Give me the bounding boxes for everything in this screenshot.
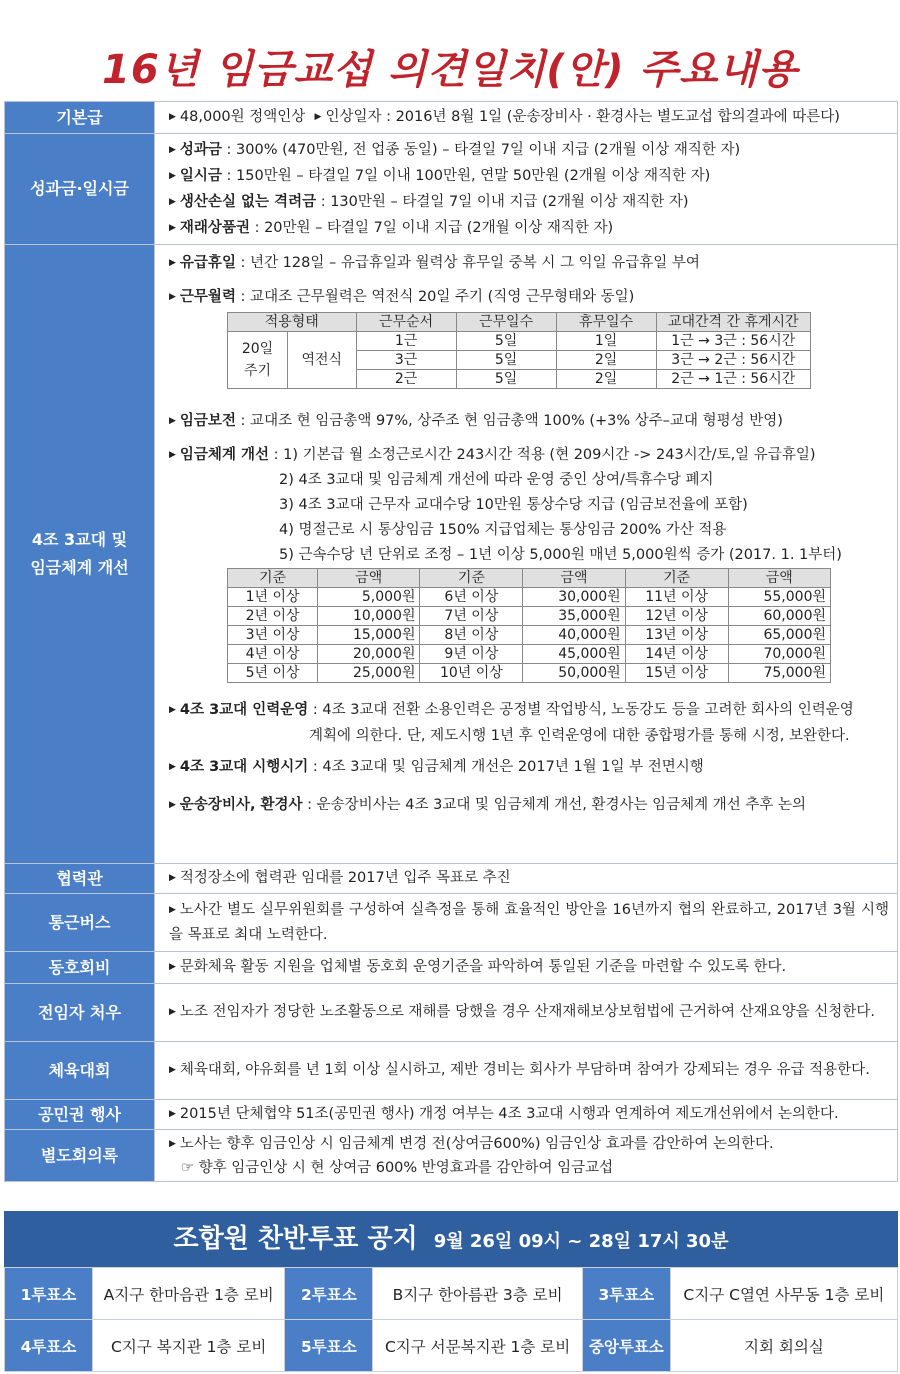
page-title: 16년 임금교섭 의견일치(안) 주요내용 — [102, 47, 798, 93]
timing-item: ▶ 4조 3교대 시행시기 : 4조 3교대 및 임금체계 개선은 2017년 1월 1일 부 전면시행 — [169, 749, 889, 785]
seniority-cell: 12년 이상 — [625, 607, 728, 626]
base-pay-content — [155, 102, 898, 134]
seniority-cell: 3년 이상 — [228, 626, 318, 645]
coop-content: ▶ 적정장소에 협력관 임대를 2017년 입주 목표로 추진 — [155, 864, 898, 894]
cycle-cell: 5일 — [456, 370, 556, 389]
bullet-icon: ▶ — [169, 416, 176, 426]
calendar-item: ▶ 근무월력 : 교대조 근무월력은 역전식 20일 주기 (직영 근무형태와 동일) — [169, 284, 889, 312]
cycle-cell: 3근 — [356, 351, 456, 370]
bullet-icon: ▶ — [169, 145, 176, 155]
bullet-icon: ▶ — [169, 197, 176, 207]
reform-line: 4) 명절근로 시 통상임금 150% 지급업체는 통상임금 200% 가산 적용 — [279, 522, 727, 538]
seniority-cell: 60,000원 — [728, 607, 830, 626]
seniority-cell: 2년 이상 — [228, 607, 318, 626]
cycle-type1: 20일 주기 — [228, 332, 288, 389]
fulltime-content: ▶ 노조 전임자가 정당한 노조활동으로 재해를 당했을 경우 산재재해보상보험법에 근거하여 산재요양을 신청한다. — [155, 984, 898, 1042]
club-content: ▶ 문화체육 활동 지원을 업체별 동호회 운영기준을 파악하여 통일된 기준을 마련할 수 있도록 한다. — [155, 952, 898, 984]
label-shift-line2: 임금체계 개선 — [30, 558, 129, 577]
seniority-header: 금액 — [318, 569, 420, 588]
bullet-icon: ▶ — [314, 112, 322, 123]
seniority-cell: 55,000원 — [728, 588, 830, 607]
seniority-row — [228, 607, 831, 626]
seniority-header: 금액 — [523, 569, 625, 588]
seniority-cell: 30,000원 — [523, 588, 625, 607]
booth-table — [4, 1267, 898, 1372]
cycle-type2: 역전식 — [288, 332, 357, 389]
bullet-icon: ▶ — [169, 873, 176, 884]
vote-period: 9월 26일 09시 ~ 28일 17시 30분 — [433, 1231, 729, 1252]
booth-label: 1투표소 — [5, 1268, 93, 1320]
seniority-cell: 45,000원 — [523, 645, 625, 664]
seniority-cell: 75,000원 — [728, 664, 830, 683]
memo-note: ☞ 향후 임금인상 시 현 상여금 600% 반영효과를 감안하여 임금교섭 — [181, 1159, 614, 1176]
seniority-header: 기준 — [625, 569, 728, 588]
civic-content: ▶ 2015년 단체협약 51조(공민권 행사) 개정 여부는 4조 3교대 시행과 연계하여 제도개선위에서 논의한다. — [155, 1100, 898, 1130]
bonus-item: ▶ 생산손실 없는 격려금 : 130만원 – 타결일 7일 이내 지급 (2개월 이상 재직한 자) — [169, 189, 889, 215]
bullet-icon: ▶ — [169, 705, 176, 715]
reform-line: 5) 근속수당 년 단위로 조정 – 1년 이상 5,000원 매년 5,000원씩 증가 (2017. 1. 1부터) — [279, 547, 842, 563]
staffing-item: ▶ 4조 3교대 인력운영 : 4조 3교대 전환 소용인력은 공정별 작업방식, 노동강도 등을 고려한 회사의 인력운영 계획에 의한다. 단, 제도시행 1년 후 인력운영에 대한 종합평가를 통해 시정, 보완한다. — [169, 697, 889, 749]
bullet-icon: ▶ — [169, 292, 176, 302]
cycle-header: 적용형태 — [228, 313, 357, 332]
seniority-cell: 10년 이상 — [420, 664, 523, 683]
seniority-cell: 1년 이상 — [228, 588, 318, 607]
bonus-item: ▶ 성과금 : 300% (470만원, 전 업종 동일) – 타결일 7일 이내 지급 (2개월 이상 재직한 자) — [169, 137, 889, 163]
seniority-cell: 5년 이상 — [228, 664, 318, 683]
seniority-header: 기준 — [228, 569, 318, 588]
seniority-cell: 65,000원 — [728, 626, 830, 645]
label-fulltime: 전임자 처우 — [5, 984, 155, 1042]
bullet-icon: ▶ — [169, 223, 176, 233]
reform-line: 2) 4조 3교대 및 임금체계 개선에 따라 운영 중인 상여/특휴수당 폐지 — [279, 472, 714, 488]
seniority-cell: 7년 이상 — [420, 607, 523, 626]
booth-place: A지구 한마음관 1층 로비 — [93, 1268, 285, 1320]
cycle-header: 교대간격 간 휴게시간 — [656, 313, 810, 332]
booth-place: B지구 한아름관 3층 로비 — [373, 1268, 582, 1320]
cycle-cell: 2근 → 1근 : 56시간 — [656, 370, 810, 389]
seniority-row — [228, 664, 831, 683]
reform-line: 3) 4조 3교대 근무자 교대수당 10만원 통상수당 지급 (임금보전율에 포함) — [279, 497, 748, 513]
booth-label: 5투표소 — [285, 1320, 373, 1372]
bullet-icon: ▶ — [169, 1138, 176, 1149]
vote-banner — [4, 1211, 898, 1267]
cycle-cell: 5일 — [456, 351, 556, 370]
booth-label: 4투표소 — [5, 1320, 93, 1372]
sports-content: ▶ 체육대회, 야유회를 년 1회 이상 실시하고, 제반 경비는 회사가 부담하며 참여가 강제되는 경우 유급 적용한다. — [155, 1042, 898, 1100]
booth-place: C지구 C열연 사무동 1층 로비 — [670, 1268, 897, 1320]
label-bus: 통근버스 — [5, 894, 155, 952]
reform-item: ▶ 임금체계 개선 : 1) 기본급 월 소정근로시간 243시간 적용 (현 209시간 -> 243시간/토,일 유급휴일) 2) 4조 3교대 및 임금체계 개선에 따라 운영 중인 상여/특휴수당 폐지 3) 4조 3교대 근무자 교대수당 10만원 통상수당 지급 (임금보전율에 포함) 4) 명절근로 시 통상임금 150% 지급업체는 통상임금 200% 가산 적용 5) 근속수당 년 단위로 조정 – 1년 이상 5,000원 매년 5,000원씩 증가 (2017. 1. 1부터) — [169, 443, 889, 568]
seniority-cell: 50,000원 — [523, 664, 625, 683]
guarantee-item: ▶ 임금보전 : 교대조 현 임금총액 97%, 상주조 현 임금총액 100% (+3% 상주–교대 형평성 반영) — [169, 407, 889, 443]
bonus-item: ▶ 일시금 : 150만원 – 타결일 7일 이내 100만원, 연말 50만원 (2개월 이상 재직한 자) — [169, 163, 889, 189]
seniority-cell: 6년 이상 — [420, 588, 523, 607]
bonus-item: ▶ 재래상품권 : 20만원 – 타결일 7일 이내 지급 (2개월 이상 재직한 자) — [169, 215, 889, 241]
bullet-icon: ▶ — [169, 112, 176, 123]
cycle-cell: 3근 → 2근 : 56시간 — [656, 351, 810, 370]
bullet-icon: ▶ — [169, 1065, 176, 1075]
seniority-cell: 5,000원 — [318, 588, 420, 607]
other-item: ▶ 운송장비사, 환경사 : 운송장비사는 4조 3교대 및 임금체계 개선, 환경사는 임금체계 개선 추후 논의 — [169, 785, 889, 821]
bullet-icon: ▶ — [169, 1007, 176, 1017]
agreement-table — [4, 101, 898, 1182]
seniority-cell: 70,000원 — [728, 645, 830, 664]
cycle-cell: 2일 — [556, 351, 656, 370]
bullet-icon: ▶ — [169, 904, 176, 915]
base-pay-date: 인상일자 : 2016년 8월 1일 (운송장비사 · 환경사는 별도교섭 합의결과에 따른다) — [325, 109, 840, 126]
booth-place: 지회 회의실 — [670, 1320, 897, 1372]
base-pay-text: 48,000원 정액인상 — [179, 109, 306, 126]
seniority-cell: 14년 이상 — [625, 645, 728, 664]
label-memo: 별도회의록 — [5, 1130, 155, 1182]
seniority-header: 기준 — [420, 569, 523, 588]
cycle-header: 휴무일수 — [556, 313, 656, 332]
bullet-icon: ▶ — [169, 962, 176, 973]
label-sports: 체육대회 — [5, 1042, 155, 1100]
seniority-row — [228, 645, 831, 664]
bonus-content — [155, 134, 898, 245]
seniority-cell: 35,000원 — [523, 607, 625, 626]
memo-content: ▶ 노사는 향후 임금인상 시 임금체계 변경 전(상여금600%) 임금인상 효과를 감안하여 논의한다. ☞ 향후 임금인상 시 현 상여금 600% 반영효과를 감안하여 임금교섭 — [155, 1130, 898, 1182]
vote-title: 조합원 찬반투표 공지 — [173, 1224, 418, 1254]
seniority-cell: 9년 이상 — [420, 645, 523, 664]
booth-label: 3투표소 — [582, 1268, 670, 1320]
seniority-table — [227, 568, 831, 683]
seniority-row — [228, 626, 831, 645]
seniority-row — [228, 588, 831, 607]
bullet-icon: ▶ — [169, 762, 176, 772]
holiday-item: ▶ 유급휴일 : 년간 128일 – 유급휴일과 월력상 휴무일 중복 시 그 익일 유급휴일 부여 — [169, 248, 889, 284]
label-shift — [5, 245, 155, 864]
seniority-cell: 20,000원 — [318, 645, 420, 664]
cycle-cell: 2일 — [556, 370, 656, 389]
label-base-pay: 기본급 — [5, 102, 155, 134]
label-club: 동호회비 — [5, 952, 155, 984]
shift-content — [155, 245, 898, 864]
cycle-table — [227, 312, 811, 389]
label-shift-line1: 4조 3교대 및 — [31, 530, 128, 549]
seniority-cell: 10,000원 — [318, 607, 420, 626]
cycle-cell: 5일 — [456, 332, 556, 351]
booth-place: C지구 복지관 1층 로비 — [93, 1320, 285, 1372]
cycle-header: 근무순서 — [356, 313, 456, 332]
seniority-cell: 15년 이상 — [625, 664, 728, 683]
seniority-cell: 4년 이상 — [228, 645, 318, 664]
seniority-cell: 15,000원 — [318, 626, 420, 645]
label-coop: 협력관 — [5, 864, 155, 894]
seniority-header: 금액 — [728, 569, 830, 588]
bullet-icon: ▶ — [169, 171, 176, 181]
bullet-icon: ▶ — [169, 1109, 176, 1120]
cycle-cell: 2근 — [356, 370, 456, 389]
cycle-cell: 1근 → 3근 : 56시간 — [656, 332, 810, 351]
bullet-icon: ▶ — [169, 258, 176, 268]
label-civic: 공민권 행사 — [5, 1100, 155, 1130]
seniority-cell: 8년 이상 — [420, 626, 523, 645]
cycle-header: 근무일수 — [456, 313, 556, 332]
bullet-icon: ▶ — [169, 800, 176, 810]
bullet-icon: ▶ — [169, 450, 176, 460]
cycle-cell: 1일 — [556, 332, 656, 351]
seniority-cell: 11년 이상 — [625, 588, 728, 607]
cycle-cell: 1근 — [356, 332, 456, 351]
seniority-cell: 13년 이상 — [625, 626, 728, 645]
booth-place: C지구 서문복지관 1층 로비 — [373, 1320, 582, 1372]
staffing-line2: 계획에 의한다. 단, 제도시행 1년 후 인력운영에 대한 종합평가를 통해 시정, 보완한다. — [309, 728, 850, 744]
seniority-cell: 25,000원 — [318, 664, 420, 683]
bus-content: ▶ 노사간 별도 실무위원회를 구성하여 실측정을 통해 효율적인 방안을 16년까지 협의 완료하고, 2017년 3월 시행을 목표로 최대 노력한다. — [155, 894, 898, 952]
seniority-cell: 40,000원 — [523, 626, 625, 645]
booth-label: 중앙투표소 — [582, 1320, 670, 1372]
label-bonus: 성과금·일시금 — [5, 134, 155, 245]
booth-label: 2투표소 — [285, 1268, 373, 1320]
